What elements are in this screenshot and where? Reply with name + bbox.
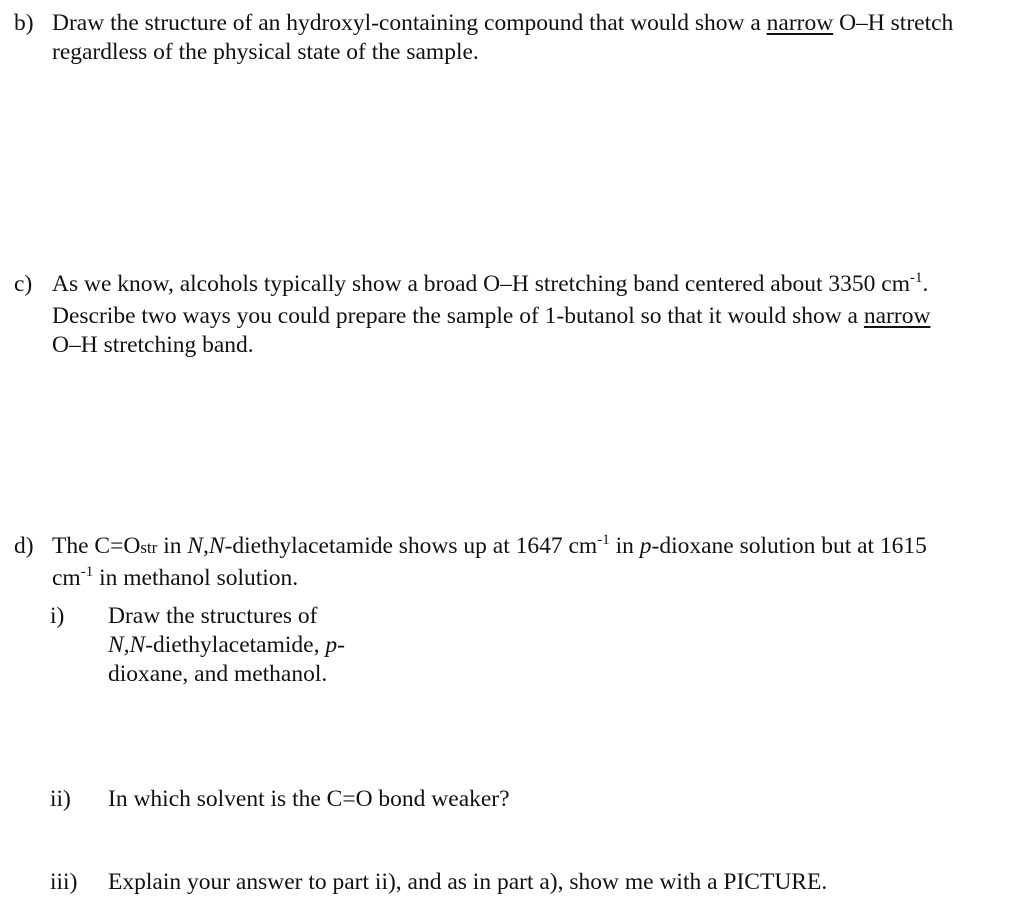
question-d-line-2-cm: cm — [52, 565, 81, 591]
sub-iii-text — [108, 868, 827, 897]
question-d-subscript-str: str — [140, 538, 158, 557]
question-d-superscript-2: -1 — [80, 564, 94, 580]
question-c-line-1-post: . — [922, 271, 929, 297]
question-c-line-2-pre: Describe two ways you could prepare the sample of 1-butanol so that it would show a — [52, 303, 864, 329]
sub-i-line-2-b: - — [337, 632, 345, 658]
question-d-text-c: -diethylacetamide shows up at 1647 cm — [224, 533, 598, 559]
sub-i-italic-p: p — [325, 632, 338, 658]
question-d-text-d: in — [609, 533, 640, 559]
sub-i-text — [108, 602, 345, 689]
sub-i-label: i) — [50, 603, 65, 629]
question-b-underlined-word: narrow — [766, 10, 834, 36]
sub-iii-label: iii) — [50, 869, 78, 895]
question-b-text — [52, 9, 1024, 67]
question-d-line-1 — [52, 532, 1024, 564]
sub-i-italic-nn: N,N — [108, 632, 146, 658]
question-d-superscript-1: -1 — [597, 532, 610, 548]
question-c-line-3: O–H stretching band. — [52, 332, 254, 358]
question-d-text — [52, 532, 1024, 596]
question-c-underlined-word: narrow — [863, 303, 931, 329]
question-b-line-2: regardless of the physical state of the sample. — [52, 39, 479, 65]
sub-ii-label: ii) — [50, 786, 71, 812]
question-c-line-2 — [52, 302, 1024, 331]
question-d-text-e: -dioxane solution but at 1615 — [651, 533, 927, 559]
question-d-text-b: in — [157, 533, 188, 559]
sub-ii-line: In which solvent is the C=O bond weaker? — [108, 786, 510, 812]
question-c-text — [52, 270, 1024, 360]
question-d-italic-nn: N,N — [187, 533, 225, 559]
question-b-line-1-pre: Draw the structure of an hydroxyl-containing compound that would show a — [52, 10, 767, 36]
question-b-line-1-post: O–H stretch — [833, 10, 954, 36]
question-c-superscript: -1 — [909, 270, 923, 286]
question-b-label: b) — [14, 10, 34, 36]
question-d-line-2 — [52, 564, 1024, 596]
question-d-text-a: The C=O — [52, 533, 141, 559]
sub-i-line-1: Draw the structures of — [108, 603, 318, 629]
question-c-line-1-pre: As we know, alcohols typically show a broad O–H stretching band centered about 3350 cm — [52, 271, 910, 297]
sub-iii-line: Explain your answer to part ii), and as in part a), show me with a PICTURE. — [108, 869, 828, 895]
question-c-label: c) — [14, 271, 33, 297]
question-d-italic-p: p — [639, 533, 652, 559]
question-d-label: d) — [14, 533, 34, 559]
question-d-line-2-text: in methanol solution. — [93, 565, 299, 591]
sub-i-line-2-a: -diethylacetamide, — [145, 632, 326, 658]
sub-i-line-2 — [108, 631, 345, 660]
question-c-line-1 — [52, 270, 1024, 302]
sub-ii-text — [108, 785, 510, 814]
sub-i-line-3: dioxane, and methanol. — [108, 661, 328, 687]
question-b-line-1 — [52, 9, 1024, 38]
